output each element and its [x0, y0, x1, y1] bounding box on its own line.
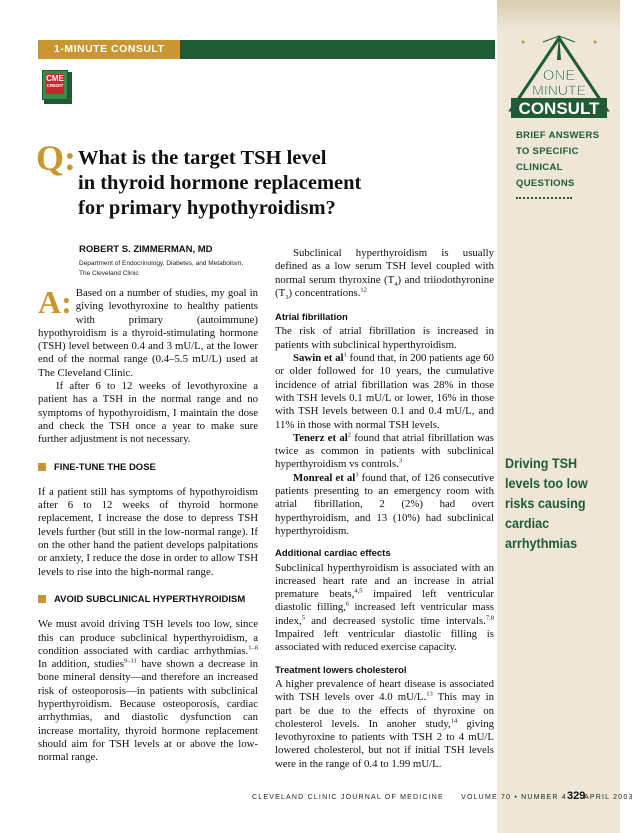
- pull-quote-line: arrhythmias: [505, 535, 578, 551]
- caption-line: BRIEF ANSWERS: [516, 130, 600, 141]
- author-affiliation: The Cleveland Clinic: [79, 270, 139, 277]
- pull-quote-line: risks causing: [505, 495, 586, 511]
- one-minute-consult-logo: [503, 30, 615, 125]
- monreal-paragraph: Monreal et $al^3$ found that, of 126 consecutive patients presenting to an emergency room with atrial fibrillation, 2 (2%) had overt hyperthyroidism, and 13 (10%) had subclinical hyperthyroidism.: [275, 471, 494, 537]
- question-line: in thyroid hormone replacement: [78, 172, 362, 194]
- fine-tune-paragraph: If a patient still has symptoms of hypothyroidism after 6 to 12 weeks of thyroid hormone replacement, I increase the dose to depress TSH levels further (but still in the low-normal range). If on the other hand the patient develops palpitations or anxiety, I reduce the dose in order to allow TSH levels to rise into the high-normal range.: [38, 485, 258, 578]
- sawin-paragraph: Sawin et $al^1$ found that, in 200 patients age 60 or older followed for 10 years, the cumulative incidence of atrial fibrillation was 28% in those with TSH levels 0.1 mU/L or lower, 16% in those with TSH levels between 0.1 and 0.4 mU/L, and 11% in those with normal TSH levels.: [275, 351, 494, 431]
- answer-paragraph: [38, 284, 258, 380]
- cholesterol-heading: Treatment lowers cholesterol: [275, 664, 407, 676]
- logo-minute: MINUTE: [532, 82, 586, 98]
- pull-quote-line: cardiac: [505, 515, 550, 531]
- answer-text: Based on a number of studies, my goal in giving levothyroxine to healthy patients with primary (autoimmune) hypothyroidism is a thyroid-stimulating hormone (TSH) level between 0.4 and 3 mU/L, at the lower end of the normal range (0.4–5.5 mU/L) used at The Cleveland Clinic.: [38, 287, 258, 379]
- left-column: [38, 284, 259, 765]
- cme-credit-badge: [42, 70, 72, 104]
- fine-tune-heading: FINE-TUNE THE DOSE: [38, 461, 258, 474]
- caption-line: TO SPECIFIC: [516, 146, 579, 157]
- pull-quote: [505, 453, 606, 553]
- pull-quote-line: levels too low: [505, 475, 588, 491]
- answer-mark-label: A:: [38, 284, 72, 320]
- page-number: 329: [567, 790, 586, 802]
- cardiac-paragraph: Subclinical hyperthyroidism is associated with an increased heart rate and an increase in atrial premature beats,$^{4,5}$ impaired left ventricular diastolic filling,$^6$ increased left ventricular mass index,$^5$ and decreased systolic time intervals.$^{7,8}$ Impaired left ventricular diastolic filling is associated with reduced exercise capacity.: [275, 561, 494, 654]
- cardiac-effects-heading: Additional cardiac effects: [275, 548, 391, 560]
- avoid-paragraph: We must avoid driving TSH levels too low, since this can produce subclinical hyperthyroidism, a condition associated with cardiac arrhythmias.$^{1-8}$ In addition, studies$^{9-11}$ have shown a decrease in bone mineral density—and therefore an increased risk of osteoporosis—in patients with subclinical hyperthyroidism. Because osteoporosis, cardiac arrhythmias, and diastolic dysfunction can increase mortality, thyroid hormone replacement should aim for TSH levels at or above the low-normal range.: [38, 618, 259, 764]
- definition-paragraph: Subclinical hyperthyroidism is usually defined as a low serum TSH level coupled with normal serum thyroxine $(T_4)$ and triiodothyronine $(T_3)$ concentrations.$^{12}$: [275, 247, 494, 302]
- sidebar-caption: [516, 128, 616, 192]
- avoid-hyperthyroidism-heading: AVOID SUBCLINICAL HYPERTHYROIDISM: [38, 593, 258, 606]
- logo-one: ONE: [542, 67, 576, 84]
- atrial-fibrillation-heading: Atrial fibrillation: [275, 312, 348, 324]
- journal-name: CLEVELAND CLINIC JOURNAL OF MEDICINE: [252, 794, 444, 801]
- author-name: ROBERT S. ZIMMERMAN, MD: [79, 244, 213, 255]
- sidebar-top-shade: [497, 0, 620, 30]
- section-square-icon: [38, 595, 46, 603]
- question-line: What is the target TSH level: [78, 147, 327, 169]
- logo-consult: CONSULT: [518, 99, 600, 118]
- question-mark-label: Q:: [36, 138, 76, 178]
- cme-badge-line2: CREDIT: [46, 83, 64, 88]
- right-column: [275, 247, 494, 771]
- pull-quote-line: Driving TSH: [505, 455, 578, 471]
- question-line: for primary hypothyroidism?: [78, 197, 336, 219]
- caption-line: CLINICAL: [516, 162, 563, 173]
- cholesterol-paragraph: A higher prevalence of heart disease is associated with TSH levels over 4.0 mU/L.$^{13}$ This may in part be due to the effects of thyroxine on cholesterol levels. In anoher study,$^{14}$ giving levothyroxine to patients with TSH 2 to 4 mU/L lowered cholesterol, but not if initial TSH levels were in the range of 0.4 to 1.99 mU/L.: [275, 677, 495, 770]
- section-header-bar: [38, 40, 495, 59]
- cme-badge-line1: CME: [46, 74, 64, 83]
- section-label: 1-MINUTE CONSULT: [38, 40, 180, 59]
- author-affiliation: Department of Endocrinology, Diabetes, and Metabolism,: [79, 260, 244, 267]
- tenerz-paragraph: Tenerz et $al^2$ found that atrial fibrillation was twice as common in patients with subclinical hyperthyroidism vs controls.$^3$: [275, 431, 494, 471]
- caption-divider: [516, 197, 572, 199]
- caption-line: QUESTIONS: [516, 178, 575, 189]
- journal-volume: VOLUME 70 • NUMBER 4: [461, 794, 567, 801]
- section-square-icon: [38, 463, 46, 471]
- journal-date: APRIL 2003: [584, 794, 634, 801]
- question-title: [78, 146, 428, 221]
- answer-paragraph: If after 6 to 12 weeks of levothyroxine a patient has a TSH in the normal range and no symptoms of hypothyroidism, I maintain the dose and check the TSH once a year to make sure further adjustment is not necessary.: [38, 380, 258, 446]
- atrial-paragraph: The risk of atrial fibrillation is increased in patients with subclinical hyperthyroidism.: [275, 325, 494, 351]
